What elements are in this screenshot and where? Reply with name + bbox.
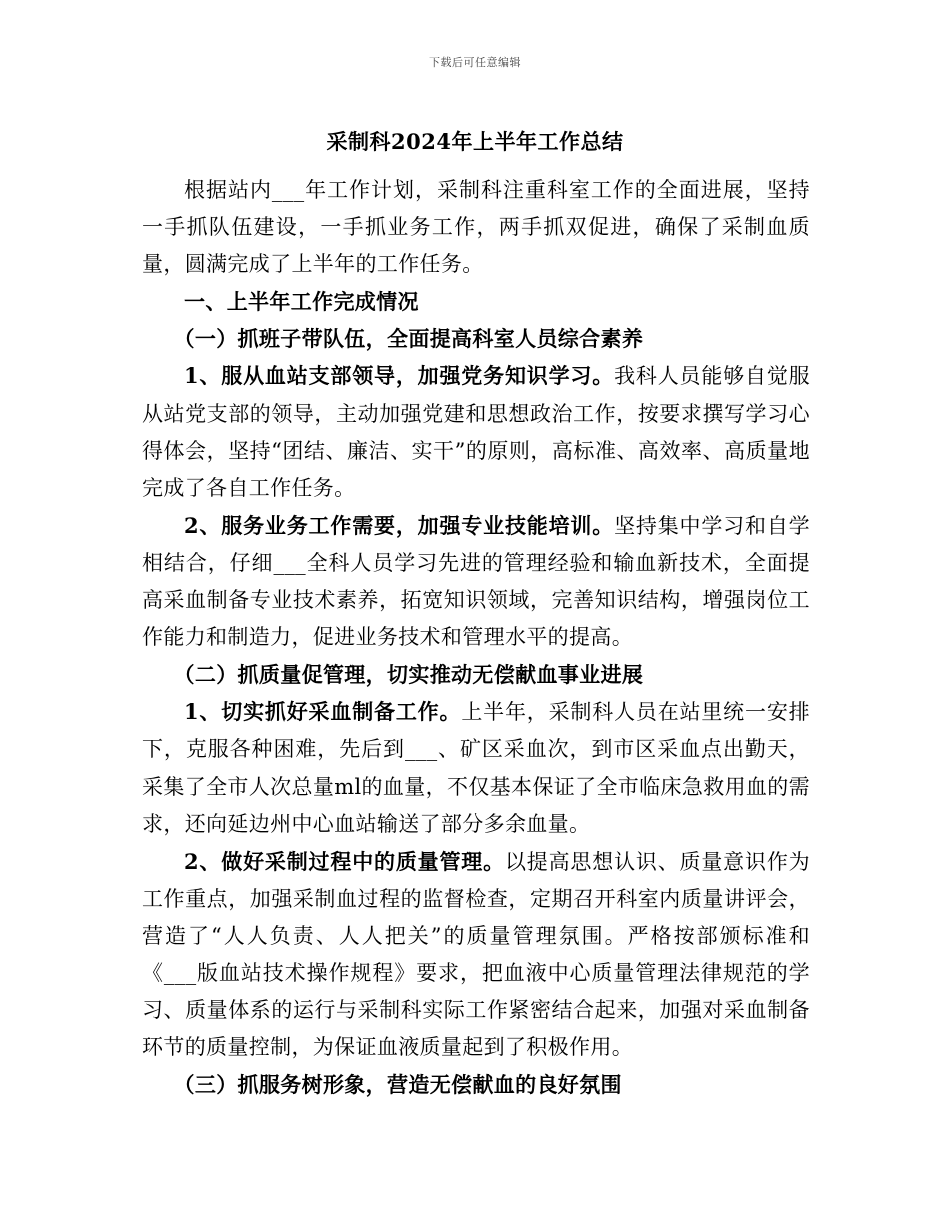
item-2-1-text: 上半年，采制科人员在站里统一安排下，克服各种困难，先后到___、矿区采血次，到市区采血点出勤天，采集了全市人次总量ml的血量，不仅基本保证了全市临床急救用血的需求，还向延边州中心血站输送了部分多余血量。: [142, 700, 810, 836]
paragraph-item-2-1: [142, 693, 810, 842]
paragraph-item-2-2: [142, 843, 810, 1067]
section-heading-1: 一、上半年工作完成情况: [184, 289, 419, 315]
item-1-2-text: 坚持集中学习和自学相结合，仔细___全科人员学习先进的管理经验和输血新技术，全面提高采血制备专业技术素养，拓宽知识领域，完善知识结构，增强岗位工作能力和制造力，促进业务技术和管理水平的提高。: [142, 513, 810, 650]
item-2-1-lead: 1、切实抓好采血制备工作。: [184, 699, 462, 725]
header-note: 下载后可任意编辑: [429, 56, 521, 69]
item-2-2-text: 以提高思想认识、质量意识作为工作重点，加强采制血过程的监督检查，定期召开科室内质量讲评会，营造了“人人负责、人人把关”的质量管理氛围。严格按部颁标准和《___版血站技术操作规程》要求，把血液中心质量管理法律规范的学习、质量体系的运行与采制科实际工作紧密结合起来，加强对采血制备环节的质量控制，为保证血液质量起到了积极作用。: [142, 849, 810, 1060]
item-1-1-text: 我科人员能够自觉服从站党支部的领导，主动加强党建和思想政治工作，按要求撰写学习心得体会，坚持“团结、廉洁、实干”的原则，高标准、高效率、高质量地完成了各自工作任务。: [142, 364, 810, 500]
document-body: [142, 172, 810, 1103]
item-2-2-lead: 2、做好采制过程中的质量管理。: [184, 848, 505, 874]
paragraph-item-1-1: [142, 357, 810, 506]
item-1-1-lead: 1、服从血站支部领导，加强党务知识学习。: [184, 363, 615, 389]
sub-heading-3: （三）抓服务树形象，营造无偿献血的良好氛围: [173, 1072, 622, 1098]
intro-paragraph: 根据站内___年工作计划，采制科注重科室工作的全面进展，坚持一手抓队伍建设，一手抓业务工作，两手抓双促进，确保了采制血质量，圆满完成了上半年的工作任务。: [142, 178, 810, 277]
item-1-2-lead: 2、服务业务工作需要，加强专业技能培训。: [184, 512, 615, 538]
sub-heading-1: （一）抓班子带队伍，全面提高科室人员综合素养: [173, 326, 644, 352]
sub-heading-2: （二）抓质量促管理，切实推动无偿献血事业进展: [173, 662, 644, 688]
paragraph-item-1-2: [142, 507, 810, 656]
document-title: 采制科2024年上半年工作总结: [326, 129, 624, 154]
